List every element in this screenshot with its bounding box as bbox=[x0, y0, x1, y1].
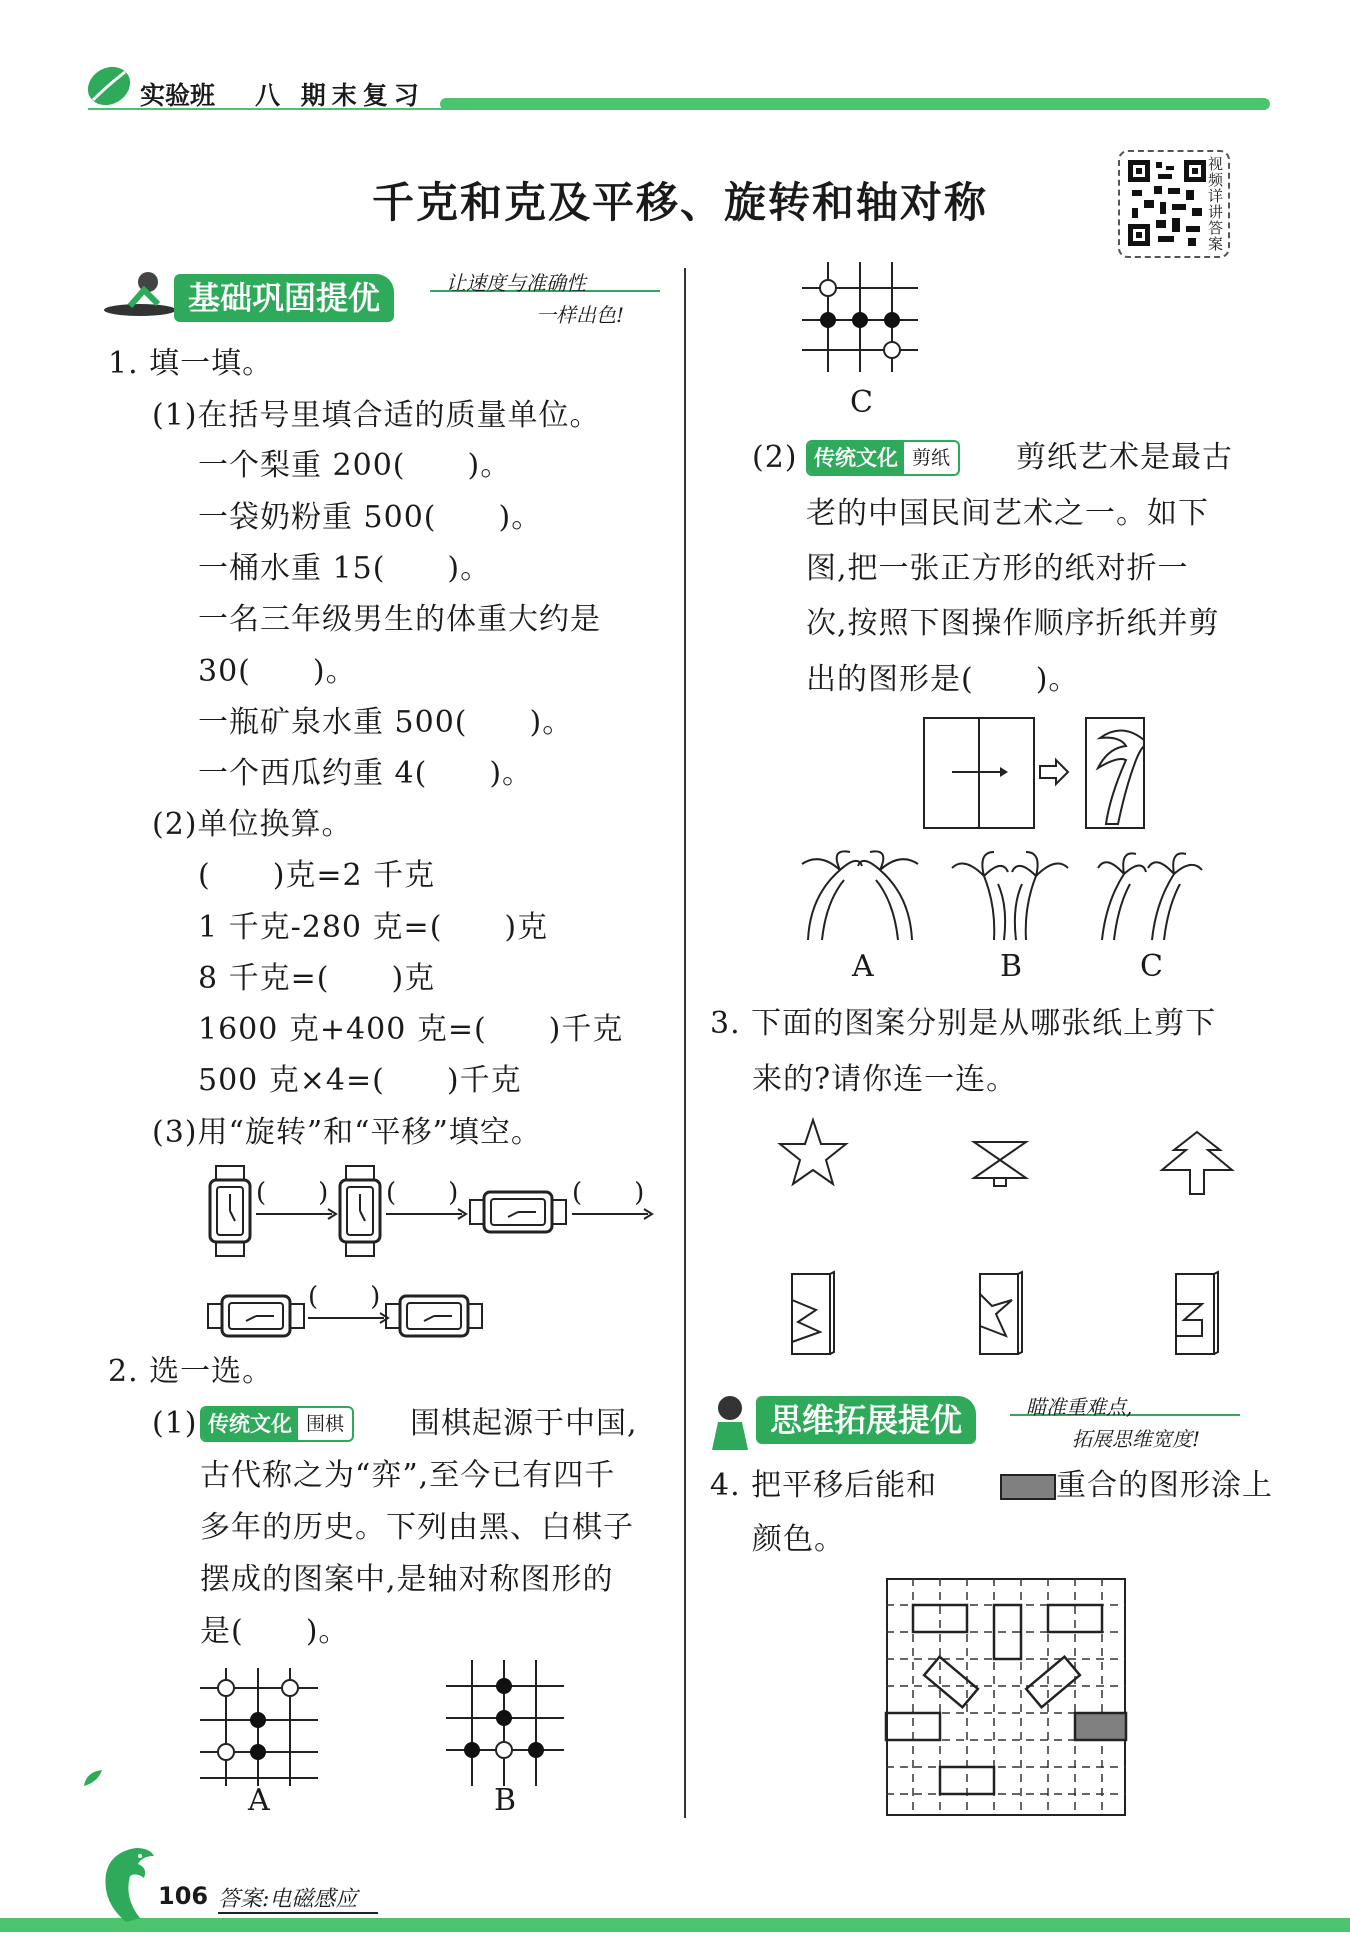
watch-horizontal-icon bbox=[208, 1294, 304, 1338]
q3-line: 来的?请你连一连。 bbox=[752, 1062, 1018, 1097]
q2-p2-line[interactable]: 出的图形是( )。 bbox=[806, 662, 1080, 697]
arrow-right-icon bbox=[308, 1312, 390, 1324]
arrow-blank[interactable]: ( ) bbox=[308, 1282, 381, 1312]
watch-horizontal-icon bbox=[470, 1190, 566, 1234]
palm-tree-option-a[interactable] bbox=[800, 846, 920, 942]
go-label: C bbox=[850, 385, 873, 420]
q2-p2-line: 图,把一张正方形的纸对折一 bbox=[806, 551, 1189, 586]
tag-label: 传统文化 bbox=[808, 442, 904, 474]
q1-p1-item: 一名三年级男生的体重大约是 bbox=[198, 602, 601, 637]
q2-part2-prefix: (2) bbox=[752, 440, 798, 475]
q1-p1-item[interactable]: 30( )。 bbox=[198, 654, 357, 689]
section-tip-1: 让速度与准确性 bbox=[446, 271, 586, 295]
tree-label: C bbox=[1140, 949, 1163, 984]
go-label: B bbox=[494, 1783, 517, 1818]
qr-code[interactable] bbox=[1118, 150, 1230, 258]
tag-traditional-culture-go bbox=[200, 1406, 354, 1442]
tree-label: B bbox=[1000, 949, 1023, 984]
q4-line-a: 4. 把平移后能和 bbox=[710, 1468, 938, 1503]
dolphin-icon bbox=[92, 1842, 158, 1926]
q4-line-b: 重合的图形涂上 bbox=[1056, 1468, 1273, 1503]
page-title: 千克和克及平移、旋转和轴对称 bbox=[372, 178, 989, 227]
q1-part1-title: (1)在括号里填合适的质量单位。 bbox=[152, 398, 601, 433]
q1-p2-item[interactable]: ( )克=2 千克 bbox=[198, 858, 436, 893]
section-tip-2: 一样出色! bbox=[536, 303, 625, 327]
girl-mascot-icon bbox=[704, 1392, 758, 1454]
go-pattern-b[interactable] bbox=[446, 1660, 564, 1786]
q2-p2-line: 剪纸艺术是最古 bbox=[1016, 440, 1233, 475]
q1-p1-item[interactable]: 一袋奶粉重 500( )。 bbox=[198, 500, 543, 535]
q1-part3-title: (3)用“旋转”和“平移”填空。 bbox=[152, 1115, 542, 1150]
q2-p2-line: 老的中国民间艺术之一。如下 bbox=[806, 496, 1209, 531]
arrow-right-icon bbox=[256, 1208, 338, 1220]
q2-p1-line: 摆成的图案中,是轴对称图形的 bbox=[200, 1562, 614, 1597]
arrow-right-icon bbox=[386, 1208, 468, 1220]
header-band bbox=[440, 98, 1270, 110]
tag-label: 传统文化 bbox=[202, 1408, 298, 1440]
qr-caption: 视频详讲答案 bbox=[1208, 155, 1224, 253]
q1-p1-item[interactable]: 一个梨重 200( )。 bbox=[198, 448, 512, 483]
q2-p1-line: 多年的历史。下列由黑、白棋子 bbox=[200, 1510, 634, 1545]
q2-p2-line: 次,按照下图操作顺序折纸并剪 bbox=[806, 606, 1220, 641]
tag-sub-label: 剪纸 bbox=[912, 447, 951, 469]
q1-p1-item[interactable]: 一瓶矿泉水重 500( )。 bbox=[198, 705, 574, 740]
paper-fold-diagram bbox=[922, 716, 1148, 830]
star-shape[interactable] bbox=[778, 1118, 848, 1190]
footer-band bbox=[0, 1918, 1350, 1932]
palm-tree-option-c[interactable] bbox=[1096, 846, 1206, 942]
q1-p2-item[interactable]: 500 克×4=( )千克 bbox=[198, 1063, 522, 1098]
translation-grid[interactable] bbox=[886, 1578, 1126, 1818]
leaf-logo-icon bbox=[85, 62, 135, 108]
footer-answer: 答案:电磁感应 bbox=[218, 1887, 358, 1912]
folded-paper-2[interactable] bbox=[978, 1270, 1024, 1356]
arrow-blank[interactable]: ( ) bbox=[572, 1178, 645, 1208]
q2-p1-line: 古代称之为“弈”,至今已有四千 bbox=[200, 1458, 616, 1493]
page-number: 106 bbox=[158, 1882, 209, 1910]
section-tip-1: 瞄准重难点, bbox=[1026, 1395, 1133, 1419]
q3-line: 3. 下面的图案分别是从哪张纸上剪下 bbox=[710, 1006, 1217, 1041]
q1-heading: 1. 填一填。 bbox=[108, 346, 274, 381]
watch-vertical-icon bbox=[208, 1166, 252, 1256]
skateboard-mascot-icon bbox=[100, 268, 180, 320]
q2-p1-line[interactable]: 是( )。 bbox=[200, 1614, 350, 1649]
column-divider bbox=[684, 268, 686, 1818]
q4-line-2: 颜色。 bbox=[752, 1522, 845, 1557]
q2-heading: 2. 选一选。 bbox=[108, 1354, 274, 1389]
q1-p1-item[interactable]: 一个西瓜约重 4( )。 bbox=[198, 756, 534, 791]
folded-paper-3[interactable] bbox=[1174, 1270, 1220, 1356]
qr-code-icon bbox=[1128, 160, 1206, 246]
chapter-label: 八 期末复习 bbox=[255, 81, 425, 110]
q1-p2-item[interactable]: 8 千克=( )克 bbox=[198, 961, 436, 996]
q1-part2-title: (2)单位换算。 bbox=[152, 807, 353, 842]
tag-sub-label: 围棋 bbox=[306, 1413, 345, 1435]
tree-shape[interactable] bbox=[1160, 1130, 1234, 1196]
tree-label: A bbox=[852, 949, 874, 984]
q1-p1-item[interactable]: 一桶水重 15( )。 bbox=[198, 551, 492, 586]
q2-part1-prefix: (1) bbox=[152, 1406, 198, 1441]
folded-paper-1[interactable] bbox=[790, 1270, 836, 1356]
footer-leaf-icon bbox=[82, 1768, 104, 1788]
go-pattern-a[interactable] bbox=[200, 1668, 318, 1786]
watch-horizontal-icon bbox=[386, 1294, 482, 1338]
footer-answer-underline bbox=[218, 1912, 378, 1914]
section-tip-2: 拓展思维宽度! bbox=[1072, 1427, 1201, 1451]
reference-rectangle bbox=[1000, 1474, 1056, 1500]
section-badge-basics: 基础巩固提优 bbox=[174, 274, 394, 322]
q1-p2-item[interactable]: 1 千克-280 克=( )克 bbox=[198, 910, 549, 945]
section-badge-extension: 思维拓展提优 bbox=[756, 1396, 976, 1444]
tag-traditional-culture-papercut bbox=[806, 440, 960, 476]
q2-p1-line: 围棋起源于中国, bbox=[410, 1406, 638, 1441]
series-label: 实验班 bbox=[140, 81, 216, 110]
arrow-blank[interactable]: ( ) bbox=[386, 1178, 459, 1208]
q1-p2-item[interactable]: 1600 克+400 克=( )千克 bbox=[198, 1012, 624, 1047]
palm-tree-option-b[interactable] bbox=[950, 846, 1070, 942]
go-label: A bbox=[248, 1783, 270, 1818]
arrow-blank[interactable]: ( ) bbox=[256, 1178, 329, 1208]
hourglass-shape[interactable] bbox=[970, 1138, 1030, 1188]
watch-vertical-icon bbox=[338, 1166, 382, 1256]
arrow-right-icon bbox=[572, 1208, 654, 1220]
go-pattern-c[interactable] bbox=[802, 262, 918, 372]
